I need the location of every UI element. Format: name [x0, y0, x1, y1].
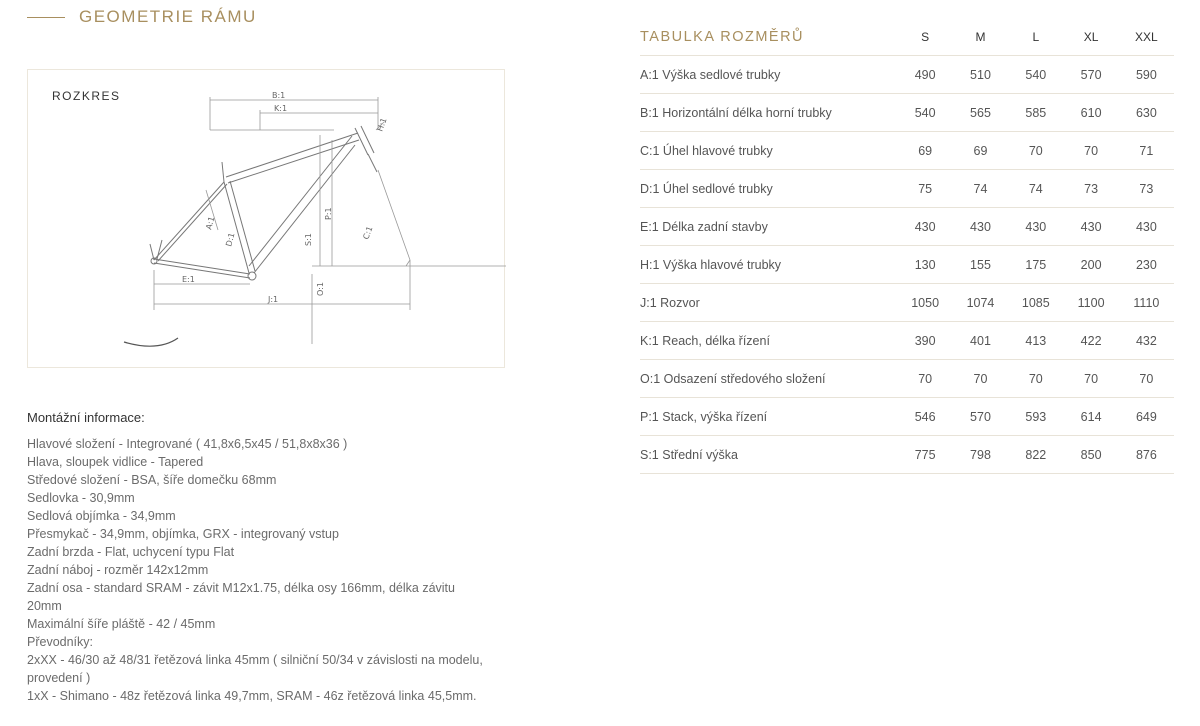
- row-value: 1085: [1008, 284, 1063, 322]
- dim-label-j: J:1: [268, 295, 279, 304]
- section-title: GEOMETRIE RÁMU: [79, 7, 257, 26]
- row-value: 155: [953, 246, 1008, 284]
- info-line: Hlavové složení - Integrované ( 41,8x6,5x45 / 51,8x8x36 ): [27, 437, 348, 451]
- row-value: 71: [1119, 132, 1174, 170]
- row-value: 1100: [1063, 284, 1118, 322]
- frame-drawing-panel: [27, 69, 505, 368]
- row-value: 570: [1063, 56, 1118, 94]
- info-line: Sedlovka - 30,9mm: [27, 491, 135, 505]
- info-line: Maximální šíře pláště - 42 / 45mm: [27, 617, 216, 631]
- row-value: 540: [897, 94, 952, 132]
- info-line: 1xX - Shimano - 48z řetězová linka 49,7mm, SRAM - 46z řetězová linka 45,5mm.: [27, 689, 477, 703]
- row-value: 74: [1008, 170, 1063, 208]
- row-label: O:1 Odsazení středového složení: [640, 360, 897, 398]
- row-label: E:1 Délka zadní stavby: [640, 208, 897, 246]
- dim-label-c: C:1: [361, 225, 375, 241]
- row-value: 585: [1008, 94, 1063, 132]
- ground-arc: [124, 338, 178, 346]
- dim-label-a: A:1: [204, 215, 217, 231]
- row-value: 422: [1063, 322, 1118, 360]
- row-value: 775: [897, 436, 952, 474]
- row-label: K:1 Reach, délka řízení: [640, 322, 897, 360]
- table-row: [640, 360, 1174, 398]
- row-value: 432: [1119, 322, 1174, 360]
- table-row: [640, 284, 1174, 322]
- row-value: 798: [953, 436, 1008, 474]
- row-value: 70: [897, 360, 952, 398]
- row-value: 200: [1063, 246, 1118, 284]
- row-value: 430: [897, 208, 952, 246]
- row-value: 430: [953, 208, 1008, 246]
- size-header: L: [1008, 18, 1063, 56]
- row-value: 70: [1008, 132, 1063, 170]
- info-line: Zadní brzda - Flat, uchycení typu Flat: [27, 545, 235, 559]
- row-value: 1110: [1119, 284, 1174, 322]
- size-header: XL: [1063, 18, 1118, 56]
- table-row: [640, 56, 1174, 94]
- frame-geometry-drawing: [28, 70, 506, 369]
- info-line: 2xXX - 46/30 až 48/31 řetězová linka 45mm ( silniční 50/34 v závislosti na modelu, provedení ): [27, 653, 483, 685]
- table-row: [640, 94, 1174, 132]
- info-line: Převodníky:: [27, 635, 94, 649]
- row-value: 230: [1119, 246, 1174, 284]
- row-value: 876: [1119, 436, 1174, 474]
- table-row: [640, 322, 1174, 360]
- dim-label-p: P:1: [324, 207, 333, 220]
- frame-outline: [150, 126, 377, 280]
- row-value: 390: [897, 322, 952, 360]
- dim-label-o: O:1: [316, 282, 325, 296]
- row-label: H:1 Výška hlavové trubky: [640, 246, 897, 284]
- row-value: 70: [1063, 132, 1118, 170]
- mounting-info: [27, 410, 487, 705]
- row-label: S:1 Střední výška: [640, 436, 897, 474]
- row-value: 614: [1063, 398, 1118, 436]
- row-value: 69: [953, 132, 1008, 170]
- mounting-info-title: Montážní informace:: [27, 410, 145, 425]
- row-value: 822: [1008, 436, 1063, 474]
- size-table-header: [640, 18, 1174, 56]
- row-value: 401: [953, 322, 1008, 360]
- dim-label-b: B:1: [272, 91, 286, 100]
- row-value: 590: [1119, 56, 1174, 94]
- dim-label-s: S:1: [304, 233, 313, 246]
- row-label: D:1 Úhel sedlové trubky: [640, 170, 897, 208]
- info-line: Sedlová objímka - 34,9mm: [27, 509, 176, 523]
- row-value: 70: [1063, 360, 1118, 398]
- dim-label-h: H:1: [375, 116, 389, 133]
- dim-label-d: D:1: [224, 231, 237, 248]
- row-value: 1050: [897, 284, 952, 322]
- row-value: 850: [1063, 436, 1118, 474]
- row-value: 430: [1008, 208, 1063, 246]
- row-value: 70: [1008, 360, 1063, 398]
- info-line: Přesmykač - 34,9mm, objímka, GRX - integrovaný vstup: [27, 527, 339, 541]
- table-row: [640, 208, 1174, 246]
- size-header: XXL: [1119, 18, 1174, 56]
- row-value: 73: [1063, 170, 1118, 208]
- row-label: A:1 Výška sedlové trubky: [640, 56, 897, 94]
- row-value: 69: [897, 132, 952, 170]
- row-value: 510: [953, 56, 1008, 94]
- table-row: [640, 246, 1174, 284]
- row-value: 546: [897, 398, 952, 436]
- info-line: Hlava, sloupek vidlice - Tapered: [27, 455, 204, 469]
- row-value: 73: [1119, 170, 1174, 208]
- row-value: 70: [953, 360, 1008, 398]
- size-table: [640, 18, 1174, 474]
- row-value: 75: [897, 170, 952, 208]
- size-header: S: [897, 18, 952, 56]
- header-rule: [27, 17, 65, 18]
- row-value: 565: [953, 94, 1008, 132]
- row-value: 593: [1008, 398, 1063, 436]
- section-header: [27, 6, 257, 28]
- row-value: 70: [1119, 360, 1174, 398]
- row-value: 1074: [953, 284, 1008, 322]
- row-value: 430: [1119, 208, 1174, 246]
- row-value: 649: [1119, 398, 1174, 436]
- row-value: 413: [1008, 322, 1063, 360]
- row-value: 630: [1119, 94, 1174, 132]
- info-line: Středové složení - BSA, šíře domečku 68mm: [27, 473, 277, 487]
- row-value: 175: [1008, 246, 1063, 284]
- row-value: 430: [1063, 208, 1118, 246]
- size-header: M: [953, 18, 1008, 56]
- row-value: 130: [897, 246, 952, 284]
- row-value: 570: [953, 398, 1008, 436]
- info-line: Zadní osa - standard SRAM - závit M12x1.75, délka osy 166mm, délka závitu 20mm: [27, 581, 455, 613]
- row-label: B:1 Horizontální délka horní trubky: [640, 94, 897, 132]
- drawing-label: ROZKRES: [52, 89, 121, 103]
- table-row: [640, 170, 1174, 208]
- row-value: 74: [953, 170, 1008, 208]
- row-value: 540: [1008, 56, 1063, 94]
- info-line: Zadní náboj - rozměr 142x12mm: [27, 563, 209, 577]
- row-value: 610: [1063, 94, 1118, 132]
- table-row: [640, 398, 1174, 436]
- table-row: [640, 436, 1174, 474]
- table-row: [640, 132, 1174, 170]
- size-table-title: TABULKA ROZMĚRŮ: [640, 18, 897, 56]
- row-label: P:1 Stack, výška řízení: [640, 398, 897, 436]
- dim-label-e: E:1: [182, 275, 195, 284]
- row-label: J:1 Rozvor: [640, 284, 897, 322]
- row-value: 490: [897, 56, 952, 94]
- mounting-info-lines: [27, 435, 487, 705]
- row-label: C:1 Úhel hlavové trubky: [640, 132, 897, 170]
- dim-label-k: K:1: [274, 104, 288, 113]
